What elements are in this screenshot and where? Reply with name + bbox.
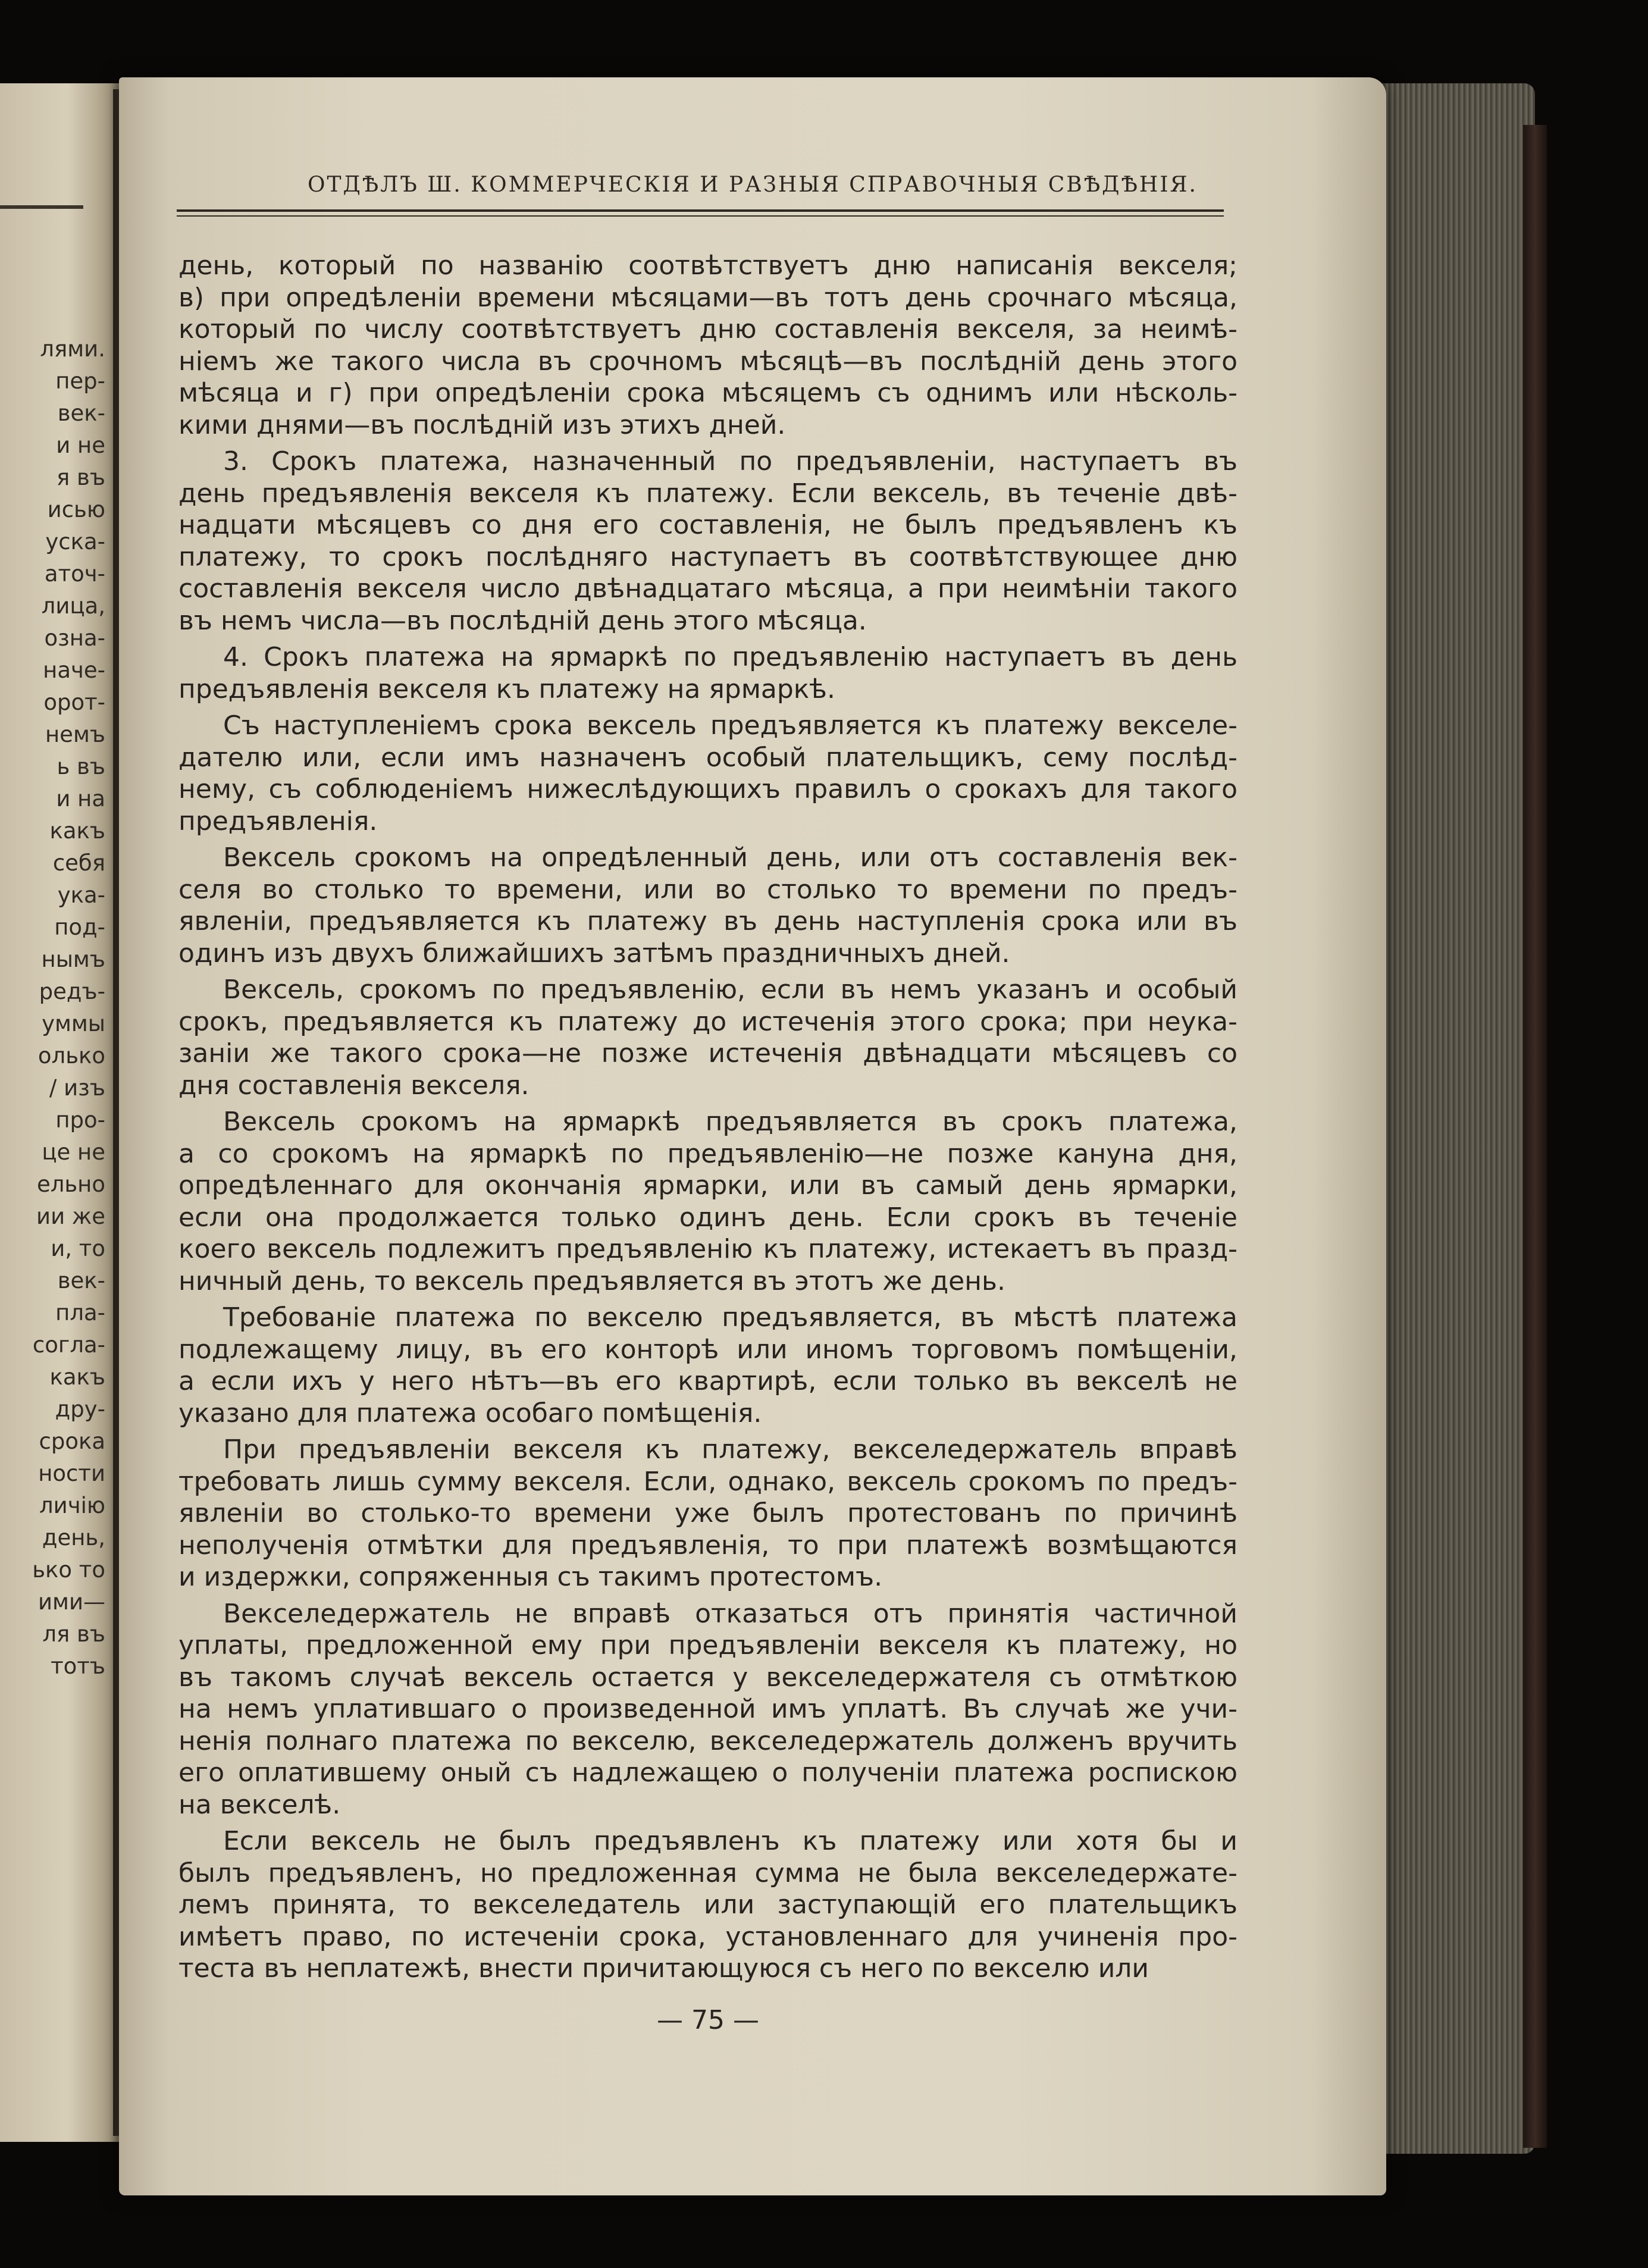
paragraph (178, 1434, 1237, 1593)
left-fragment-line: аточ- (44, 561, 105, 587)
text-line: имѣетъ право, по истеченiи срока, установленнаго для учиненiя про- (178, 1921, 1237, 1952)
text-line: Если вексель не былъ предъявленъ къ платежу или хотя бы и (223, 1826, 1237, 1856)
text-line: въ немъ числа—въ послѣднiй день этого мѣсяца. (178, 605, 867, 636)
text-line: селя во столько то времени, или во столько то времени по предъ- (178, 874, 1237, 905)
left-fragment-line: олько (37, 1043, 105, 1069)
text-line: в) при опредѣленiи времени мѣсяцами—въ тотъ день срочнаго мѣсяца, (178, 282, 1237, 313)
left-page-rule (0, 205, 83, 209)
left-fragment-line: ельно (36, 1171, 105, 1197)
left-fragment-line: ука- (57, 882, 105, 908)
text-line: на немъ уплатившаго о произведенной имъ уплатѣ. Въ случаѣ же учи- (178, 1694, 1237, 1724)
text-line: былъ предъявленъ, но предложенная сумма не была векселедержате- (178, 1857, 1237, 1888)
left-fragment-line: редъ- (39, 979, 105, 1004)
text-line: мѣсяца и г) при опредѣленiи срока мѣсяцемъ съ однимъ или нѣсколь- (178, 378, 1237, 408)
left-fragment-line: век- (57, 400, 105, 426)
text-line: подлежащему лицу, въ его конторѣ или иномъ торговомъ помѣщенiи, (178, 1334, 1237, 1365)
text-line: Вексель срокомъ на опредѣленный день, или отъ составленiя век- (223, 842, 1237, 873)
text-line: въ такомъ случаѣ вексель остается у векселедержателя съ отмѣткою (178, 1662, 1237, 1693)
text-line: Требованiе платежа по векселю предъявляется, въ мѣстѣ платежа (223, 1302, 1237, 1333)
head-rule (177, 209, 1224, 212)
left-fragment-line: и не (56, 433, 105, 458)
left-fragment-line: це не (42, 1139, 105, 1165)
right-page (119, 77, 1386, 2195)
text-line: уплаты, предложенной ему при предъявленiи векселя къ платежу, но (178, 1630, 1237, 1661)
left-fragment-line: день, (42, 1525, 105, 1550)
left-fragment-line: ь въ (57, 754, 105, 779)
text-line: лемъ принята, то векселедатель или заступающiй его плательщикъ (178, 1890, 1237, 1920)
text-line: нiемъ же такого числа въ срочномъ мѣсяцѣ—въ послѣднiй день этого (178, 346, 1237, 377)
head-rule-thin (177, 215, 1224, 217)
text-line: нему, съ соблюденiемъ нижеслѣдующихъ правилъ о срокахъ для такого (178, 774, 1237, 804)
left-fragment-line: срока (39, 1429, 105, 1454)
text-line: 3. Срокъ платежа, назначенный по предъявленiи, наступаетъ въ (223, 446, 1237, 477)
text-line: требовать лишь сумму векселя. Если, однако, вексель срокомъ по предъ- (178, 1466, 1237, 1497)
left-facing-page (0, 83, 122, 2142)
paragraph (178, 1302, 1237, 1429)
text-line: явленiи, предъявляется къ платежу въ день наступленiя срока или въ (178, 906, 1237, 936)
text-line: коего вексель подлежитъ предъявленiю къ платежу, истекаетъ въ празд- (178, 1234, 1237, 1264)
paragraph (178, 710, 1237, 837)
text-line: неполученiя отмѣтки для предъявленiя, то при платежѣ возмѣщаются (178, 1530, 1237, 1561)
left-fragment-line: уска- (45, 529, 105, 555)
text-line: надцати мѣсяцевъ со дня его составленiя, не былъ предъявленъ къ (178, 510, 1237, 540)
left-fragment-line: наче- (43, 657, 105, 683)
left-fragment-line: дру- (55, 1396, 105, 1422)
paragraph (178, 842, 1237, 969)
left-fragment-line: пла- (55, 1300, 105, 1326)
left-fragment-line: тотъ (51, 1653, 105, 1679)
left-fragment-line: лями. (40, 336, 105, 362)
text-line: Съ наступленiемъ срока вексель предъявляется къ платежу векселе- (223, 710, 1237, 741)
text-line: Вексель срокомъ на ярмаркѣ предъявляется въ срокъ платежа, (223, 1107, 1237, 1137)
left-fragment-line: личiю (39, 1493, 105, 1518)
text-line: дателю или, если имъ назначенъ особый плательщикъ, сему послѣд- (178, 742, 1237, 773)
left-fragment-line: лица, (41, 593, 105, 619)
text-line: Векселедержатель не вправѣ отказаться отъ принятiя частичной (223, 1598, 1237, 1629)
text-line: день, который по названiю соотвѣтствуетъ дню написанiя векселя; (178, 250, 1237, 281)
paragraph (178, 1106, 1237, 1297)
left-fragment-line: ько то (32, 1557, 105, 1583)
text-line: занiи же такого срока—не позже истеченiя двѣнадцати мѣсяцевъ со (178, 1038, 1237, 1069)
page-number: — 75 — (657, 2005, 759, 2035)
left-fragment-line: орот- (43, 690, 105, 715)
text-line: а со срокомъ на ярмаркѣ по предъявленiю—не позже кануна дня, (178, 1138, 1237, 1169)
left-fragment-line: себя (52, 850, 105, 876)
text-line: срокъ, предъявляется къ платежу до истеченiя этого срока; при неука- (178, 1006, 1237, 1037)
left-fragment-line: ности (38, 1461, 105, 1486)
text-line: дня составленiя векселя. (178, 1070, 530, 1101)
text-line: день предъявленiя векселя къ платежу. Если вексель, въ теченiе двѣ- (178, 478, 1237, 509)
left-fragment-line: немъ (45, 722, 105, 747)
left-fragment-line: и, то (51, 1236, 105, 1261)
text-line: платежу, то срокъ послѣдняго наступаетъ въ соотвѣтствующее дню (178, 541, 1237, 572)
text-line: на векселѣ. (178, 1789, 341, 1820)
left-fragment-line: и на (56, 786, 105, 812)
paragraph (178, 1825, 1237, 1985)
text-line: который по числу соотвѣтствуетъ дню составленiя векселя, за неимѣ- (178, 314, 1237, 344)
left-fragment-line: озна- (44, 625, 105, 651)
left-fragment-line: ля въ (42, 1621, 105, 1647)
paragraph (178, 446, 1237, 637)
left-fragment-line: век- (57, 1268, 105, 1293)
left-fragment-line: какъ (49, 1364, 105, 1390)
text-line: кими днями—въ послѣднiй изъ этихъ дней. (178, 409, 786, 440)
left-fragment-line: я въ (57, 465, 105, 490)
left-fragment-line: ии же (36, 1204, 105, 1229)
left-fragment-line: какъ (49, 818, 105, 844)
text-line: теста въ неплатежѣ, внести причитающуюся съ него по векселю или (178, 1953, 1149, 1984)
text-line: 4. Срокъ платежа на ярмаркѣ по предъявленiю наступаетъ въ день (223, 642, 1237, 672)
running-head: ОТДѢЛЪ Ш. КОММЕРЧЕСКIЯ И РАЗНЫЯ СПРАВОЧНЫЯ СВѢДѢНIЯ. (308, 173, 1198, 197)
text-line: если она продолжается только одинъ день. Если срокъ въ теченiе (178, 1202, 1237, 1233)
paragraph (178, 1598, 1237, 1821)
paragraph (178, 641, 1237, 705)
text-line: опредѣленнаго для окончанiя ярмарки, или въ самый день ярмарки, (178, 1170, 1237, 1201)
left-fragment-line: ими— (37, 1589, 105, 1615)
text-line: его оплатившему оный съ надлежащею о полученiи платежа роспискою (178, 1758, 1237, 1788)
left-fragment-line: / изъ (49, 1075, 105, 1101)
body-text (178, 250, 1237, 1990)
text-line: указано для платежа особаго помѣщенiя. (178, 1398, 762, 1429)
text-line: ненiя полнаго платежа по векселю, векселедержатель долженъ вручить (178, 1725, 1237, 1756)
text-line: Вексель, срокомъ по предъявленiю, если въ немъ указанъ и особый (223, 975, 1237, 1005)
left-fragment-line: согла- (32, 1332, 105, 1358)
left-fragment-line: про- (55, 1107, 105, 1133)
page-edges (1380, 83, 1535, 2154)
book-cover-edge (1523, 125, 1547, 2148)
text-line: а если ихъ у него нѣтъ—въ его квартирѣ, если только въ векселѣ не (178, 1366, 1237, 1396)
text-line: и издержки, сопряженныя съ такимъ протестомъ. (178, 1562, 883, 1592)
text-line: одинъ изъ двухъ ближайшихъ затѣмъ праздничныхъ дней. (178, 938, 1010, 969)
left-page-text-fragments (32, 333, 105, 1683)
text-line: предъявленiя векселя къ платежу на ярмаркѣ. (178, 673, 835, 704)
text-line: явленiи во столько-то времени уже былъ протестованъ по причинѣ (178, 1498, 1237, 1528)
paragraph (178, 250, 1237, 441)
text-line: составленiя векселя число двѣнадцатаго мѣсяца, а при неимѣнiи такого (178, 574, 1237, 604)
text-line: предъявленiя. (178, 806, 378, 837)
left-fragment-line: исью (47, 497, 105, 522)
text-line: При предъявленiи векселя къ платежу, векселедержатель вправѣ (223, 1434, 1237, 1465)
text-line: ничный день, то вексель предъявляется въ этотъ же день. (178, 1265, 1005, 1296)
paragraph (178, 974, 1237, 1101)
left-fragment-line: под- (54, 914, 105, 940)
left-fragment-line: уммы (42, 1011, 105, 1036)
left-fragment-line: нымъ (41, 947, 105, 972)
left-fragment-line: пер- (55, 368, 105, 394)
